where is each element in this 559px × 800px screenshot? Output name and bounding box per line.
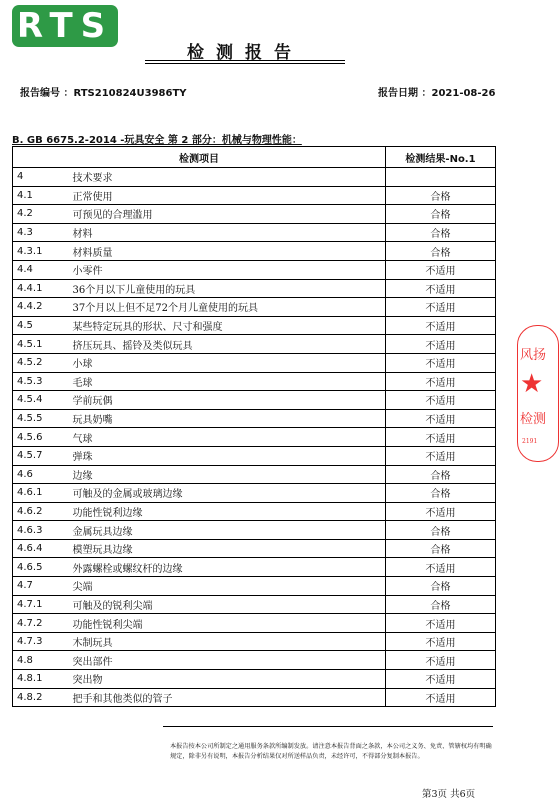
clause-number: 4.6.1	[13, 484, 69, 503]
table-row	[13, 260, 496, 279]
test-item: 小球	[69, 353, 386, 372]
test-result: 不适用	[386, 298, 496, 317]
table-row	[13, 670, 496, 689]
test-result	[386, 168, 496, 187]
table-row	[13, 409, 496, 428]
test-result: 合格	[386, 242, 496, 261]
table-row	[13, 372, 496, 391]
col-header-item: 检测项目	[13, 147, 386, 168]
clause-number: 4.4.1	[13, 279, 69, 298]
test-result: 合格	[386, 223, 496, 242]
clause-number: 4.6.4	[13, 539, 69, 558]
title-underline	[145, 60, 345, 61]
clause-number: 4.7.2	[13, 614, 69, 633]
clause-number: 4.6	[13, 465, 69, 484]
test-result: 不适用	[386, 651, 496, 670]
table-row	[13, 577, 496, 596]
clause-number: 4.4	[13, 260, 69, 279]
test-result: 合格	[386, 484, 496, 503]
seal-star-icon: ★	[520, 369, 544, 399]
table-row	[13, 539, 496, 558]
test-result: 合格	[386, 577, 496, 596]
test-item: 边缘	[69, 465, 386, 484]
clause-number: 4.5.7	[13, 446, 69, 465]
clause-number: 4.8.1	[13, 670, 69, 689]
test-result: 合格	[386, 205, 496, 224]
clause-number: 4	[13, 168, 69, 187]
table-row	[13, 316, 496, 335]
table-row	[13, 521, 496, 540]
clause-number: 4.7	[13, 577, 69, 596]
footer-divider	[163, 726, 493, 727]
clause-number: 4.5.5	[13, 409, 69, 428]
test-result: 不适用	[386, 353, 496, 372]
test-result: 不适用	[386, 335, 496, 354]
test-item: 材料质量	[69, 242, 386, 261]
table-row	[13, 353, 496, 372]
table-row	[13, 465, 496, 484]
test-item: 气球	[69, 428, 386, 447]
page-number: 第3页 共6页	[422, 789, 476, 800]
rts-logo: RTS	[12, 5, 118, 47]
clause-number: 4.5.1	[13, 335, 69, 354]
test-result: 不适用	[386, 260, 496, 279]
clause-number: 4.4.2	[13, 298, 69, 317]
clause-number: 4.3	[13, 223, 69, 242]
clause-number: 4.7.3	[13, 632, 69, 651]
test-item: 把手和其他类似的管子	[69, 688, 386, 707]
table-row	[13, 651, 496, 670]
test-result: 不适用	[386, 279, 496, 298]
footer-disclaimer: 本报告按本公司所制定之通用服务条款所编制发放。请注意本报告背面之条款，本公司之义务、免责、管辖权均有明确规定，除非另有说明，本报告分析结果仅对所送样品负责，未经许可，不得部分复制本报告。	[170, 743, 492, 760]
test-result: 合格	[386, 521, 496, 540]
clause-number: 4.6.2	[13, 502, 69, 521]
section-title: B. GB 6675.2-2014 -玩具安全 第 2 部分：机械与物理性能：	[12, 135, 302, 146]
test-item: 突出物	[69, 670, 386, 689]
clause-number: 4.5	[13, 316, 69, 335]
table-row	[13, 614, 496, 633]
clause-number: 4.8	[13, 651, 69, 670]
table-row	[13, 242, 496, 261]
table-row	[13, 632, 496, 651]
test-result: 不适用	[386, 670, 496, 689]
test-item: 功能性锐利边缘	[69, 502, 386, 521]
test-item: 可预见的合理滥用	[69, 205, 386, 224]
clause-number: 4.2	[13, 205, 69, 224]
test-item: 外露螺栓或螺纹杆的边缘	[69, 558, 386, 577]
test-item: 36个月以下儿童使用的玩具	[69, 279, 386, 298]
test-result: 合格	[386, 595, 496, 614]
clause-number: 4.5.6	[13, 428, 69, 447]
clause-number: 4.3.1	[13, 242, 69, 261]
report-number-label: 报告编号 ：	[20, 88, 74, 99]
test-item: 木制玩具	[69, 632, 386, 651]
table-row	[13, 298, 496, 317]
table-row	[13, 484, 496, 503]
test-item: 金属玩具边缘	[69, 521, 386, 540]
clause-number: 4.7.1	[13, 595, 69, 614]
test-item: 某些特定玩具的形状、尺寸和强度	[69, 316, 386, 335]
test-item: 玩具奶嘴	[69, 409, 386, 428]
test-result: 不适用	[386, 316, 496, 335]
report-date-value: 2021-08-26	[431, 88, 496, 99]
test-result: 不适用	[386, 372, 496, 391]
clause-number: 4.5.4	[13, 391, 69, 410]
table-row	[13, 595, 496, 614]
test-result: 不适用	[386, 428, 496, 447]
test-result: 不适用	[386, 446, 496, 465]
test-item: 37个月以上但不足72个月儿童使用的玩具	[69, 298, 386, 317]
table-row	[13, 688, 496, 707]
table-row	[13, 205, 496, 224]
table-row	[13, 502, 496, 521]
test-result: 不适用	[386, 632, 496, 651]
table-row	[13, 168, 496, 187]
report-date	[378, 84, 495, 99]
test-item: 弹珠	[69, 446, 386, 465]
table-row	[13, 558, 496, 577]
test-item: 尖端	[69, 577, 386, 596]
report-number	[20, 84, 187, 99]
test-result: 不适用	[386, 558, 496, 577]
test-item: 技术要求	[69, 168, 386, 187]
report-number-value: RTS210824U3986TY	[73, 88, 187, 99]
test-item: 模塑玩具边缘	[69, 539, 386, 558]
test-result: 合格	[386, 186, 496, 205]
test-result: 不适用	[386, 391, 496, 410]
col-header-result: 检测结果-No.1	[386, 147, 496, 168]
title-underline-double	[145, 63, 345, 64]
table-header-row	[13, 147, 496, 168]
table-row	[13, 186, 496, 205]
table-row	[13, 279, 496, 298]
test-result: 合格	[386, 539, 496, 558]
test-item: 毛球	[69, 372, 386, 391]
seal-text-bottom: 检测	[520, 412, 547, 427]
test-result: 合格	[386, 465, 496, 484]
clause-number: 4.1	[13, 186, 69, 205]
test-item: 可触及的锐利尖端	[69, 595, 386, 614]
table-row	[13, 446, 496, 465]
test-result: 不适用	[386, 688, 496, 707]
clause-number: 4.5.3	[13, 372, 69, 391]
company-seal	[517, 325, 559, 462]
test-item: 突出部件	[69, 651, 386, 670]
test-result: 不适用	[386, 409, 496, 428]
clause-number: 4.6.3	[13, 521, 69, 540]
table-row	[13, 428, 496, 447]
test-results-table	[12, 146, 496, 707]
report-date-label: 报告日期 ：	[378, 88, 432, 99]
table-row	[13, 335, 496, 354]
test-result: 不适用	[386, 502, 496, 521]
clause-number: 4.5.2	[13, 353, 69, 372]
test-item: 材料	[69, 223, 386, 242]
table-row	[13, 223, 496, 242]
clause-number: 4.8.2	[13, 688, 69, 707]
test-item: 小零件	[69, 260, 386, 279]
table-body	[13, 168, 496, 707]
test-item: 学前玩偶	[69, 391, 386, 410]
report-title: 检测报告	[187, 43, 303, 63]
test-result: 不适用	[386, 614, 496, 633]
test-item: 挤压玩具、摇铃及类似玩具	[69, 335, 386, 354]
seal-code: 2191	[522, 438, 538, 445]
clause-number: 4.6.5	[13, 558, 69, 577]
test-item: 功能性锐利尖端	[69, 614, 386, 633]
table-row	[13, 391, 496, 410]
seal-text-top: 风扬	[520, 348, 547, 363]
test-item: 可触及的金属或玻璃边缘	[69, 484, 386, 503]
test-item: 正常使用	[69, 186, 386, 205]
